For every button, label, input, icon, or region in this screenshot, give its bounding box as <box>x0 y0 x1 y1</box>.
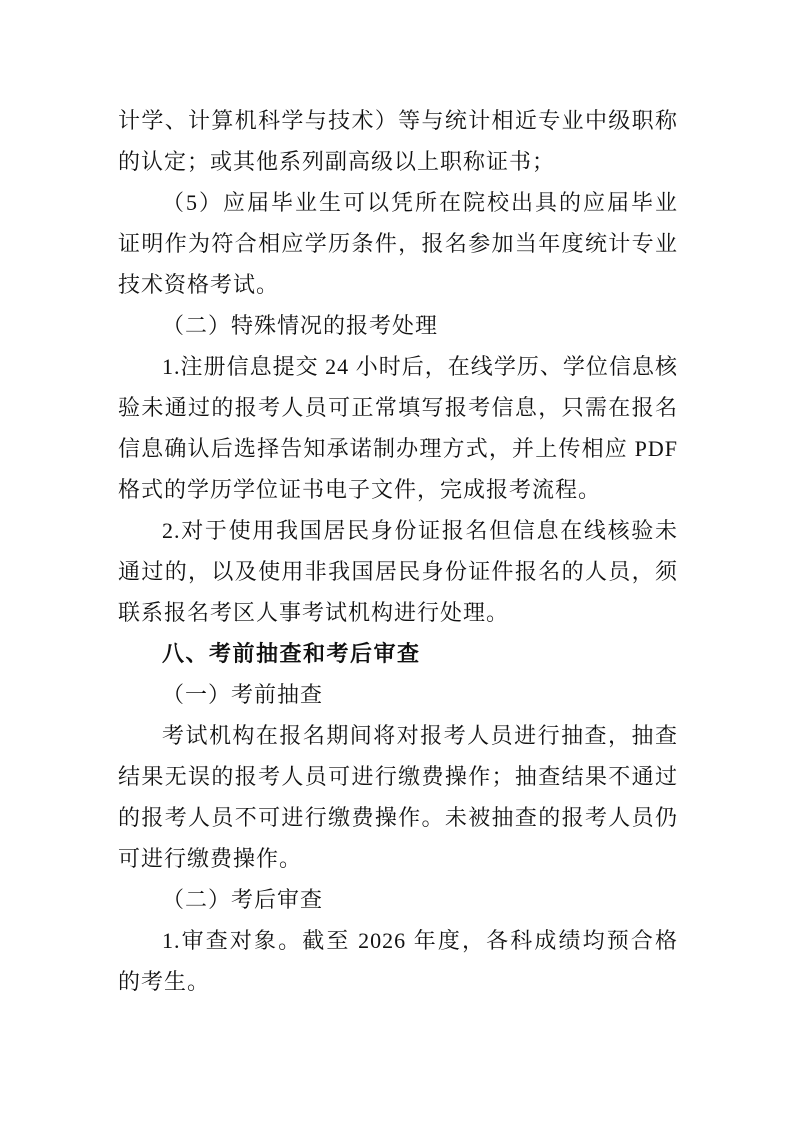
subheading-post-exam-review: （二）考后审查 <box>162 887 324 912</box>
paragraph-rule-1: 1.注册信息提交 24 小时后，在线学历、学位信息核验未通过的报考人员可正常填写报考信息，只需在报名信息确认后选择告知承诺制办理方式，并上传相应 PDF 格式的学历学位证书电子文件，完成报考流程。 <box>118 354 678 502</box>
paragraph-pre-exam-check-body: 考试机构在报名期间将对报考人员进行抽查，抽查结果无误的报考人员可进行缴费操作；抽查结果不通过的报考人员不可进行缴费操作。未被抽查的报考人员仍可进行缴费操作。 <box>118 723 678 871</box>
paragraph-rule-2: 2.对于使用我国居民身份证报名但信息在线核验未通过的，以及使用非我国居民身份证件报名的人员，须联系报名考区人事考试机构进行处理。 <box>118 518 678 625</box>
subheading-special-cases: （二）特殊情况的报考处理 <box>162 313 439 338</box>
paragraph-continuation: 计学、计算机科学与技术）等与统计相近专业中级职称的认定；或其他系列副高级以上职称证书； <box>118 108 678 174</box>
subheading-pre-exam-check: （一）考前抽查 <box>162 682 324 707</box>
paragraph-item-5: （5）应届毕业生可以凭所在院校出具的应届毕业证明作为符合相应学历条件，报名参加当年度统计专业技术资格考试。 <box>118 190 678 297</box>
section-heading-8: 八、考前抽查和考后审查 <box>162 641 421 666</box>
paragraph-review-targets: 1.审查对象。截至 2026 年度，各科成绩均预合格的考生。 <box>118 928 678 994</box>
document-text-block <box>118 100 678 1002</box>
